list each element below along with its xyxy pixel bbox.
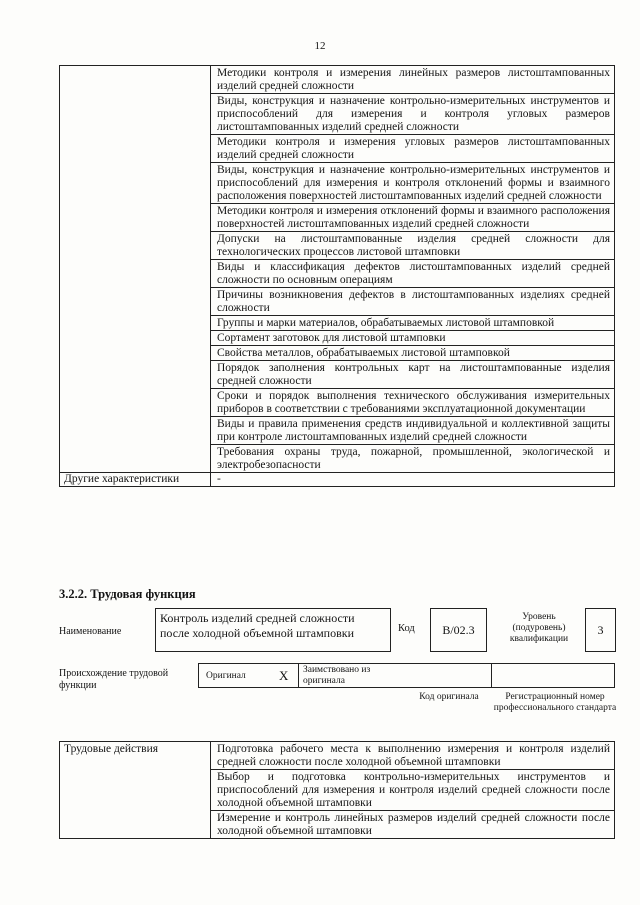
knowledge-item: Сортамент заготовок для листовой штамповки — [211, 331, 615, 346]
labor-action-item: Выбор и подготовка контрольно-измерительных инструментов и приспособлений для измерения и контроля изделий средней сложности после холодной объемной штамповки — [211, 770, 615, 811]
knowledge-item: Методики контроля и измерения отклонений формы и взаимного расположения поверхностей листоштампованных изделий средней сложности — [211, 204, 615, 232]
table-row — [60, 473, 615, 487]
knowledge-item: Группы и марки материалов, обрабатываемых листовой штамповкой — [211, 316, 615, 331]
borrowed-cell — [298, 664, 492, 687]
borrowed-label: Заимствовано из оригинала — [303, 665, 371, 686]
name-label: Наименование — [59, 626, 122, 637]
function-name-box: Контроль изделий средней сложности после холодной объемной штамповки — [155, 608, 391, 652]
knowledge-item: Порядок заполнения контрольных карт на листоштампованные изделия средней сложности — [211, 361, 615, 389]
knowledge-item: Виды и правила применения средств индивидуальной и коллективной защиты при контроле листоштампованных изделий средней сложности — [211, 417, 615, 445]
other-characteristics-label: Другие характеристики — [60, 473, 211, 487]
original-mark: X — [279, 668, 289, 683]
knowledge-item: Допуски на листоштампованные изделия средней сложности для технологических процессов листовой штамповки — [211, 232, 615, 260]
code-box: B/02.3 — [430, 608, 487, 652]
knowledge-item: Виды, конструкция и назначение контрольно-измерительных инструментов и приспособлений для измерения и контроля отклонений формы и взаимного расположения поверхностей листоштампованных изделий средней сложности — [211, 163, 615, 204]
origin-row — [198, 663, 615, 688]
knowledge-label-cell — [60, 66, 211, 473]
labor-actions-table — [59, 741, 615, 839]
reg-number-label: Регистрационный номер профессионального стандарта — [493, 692, 617, 713]
level-box: 3 — [585, 608, 616, 652]
knowledge-item: Виды и классификация дефектов листоштампованных изделий средней сложности по основным операциям — [211, 260, 615, 288]
other-characteristics-value: - — [211, 473, 615, 487]
origin-label: Происхождение трудовой функции — [59, 668, 169, 691]
page-number: 12 — [314, 40, 326, 52]
code-original-label: Код оригинала — [419, 692, 479, 702]
knowledge-item: Виды, конструкция и назначение контрольно-измерительных инструментов и приспособлений для измерения и контроля угловых размеров листоштампованных изделий средней сложности — [211, 94, 615, 135]
knowledge-item: Методики контроля и измерения угловых размеров листоштампованных изделий средней сложности — [211, 135, 615, 163]
original-label: Оригинал — [206, 671, 246, 681]
knowledge-item: Методики контроля и измерения линейных размеров листоштампованных изделий средней сложности — [211, 66, 615, 94]
knowledge-item: Причины возникновения дефектов в листоштампованных изделиях средней сложности — [211, 288, 615, 316]
table-row — [60, 66, 615, 94]
section-title: 3.2.2. Трудовая функция — [59, 587, 196, 601]
knowledge-item: Сроки и порядок выполнения технического обслуживания измерительных приборов в соответствии с требованиями эксплуатационной документации — [211, 389, 615, 417]
labor-actions-label: Трудовые действия — [60, 742, 211, 839]
table-row — [60, 742, 615, 770]
level-label: Уровень (подуровень) квалификации — [509, 612, 569, 644]
knowledge-item: Требования охраны труда, пожарной, промышленной, экологической и электробезопасности — [211, 445, 615, 473]
original-cell — [199, 664, 299, 687]
knowledge-table — [59, 65, 615, 487]
knowledge-item: Свойства металлов, обрабатываемых листовой штамповкой — [211, 346, 615, 361]
labor-action-item: Подготовка рабочего места к выполнению измерения и контроля изделий средней сложности после холодной объемной штамповки — [211, 742, 615, 770]
labor-action-item: Измерение и контроль линейных размеров изделий средней сложности после холодной объемной штамповки — [211, 811, 615, 839]
code-label: Код — [398, 623, 415, 634]
